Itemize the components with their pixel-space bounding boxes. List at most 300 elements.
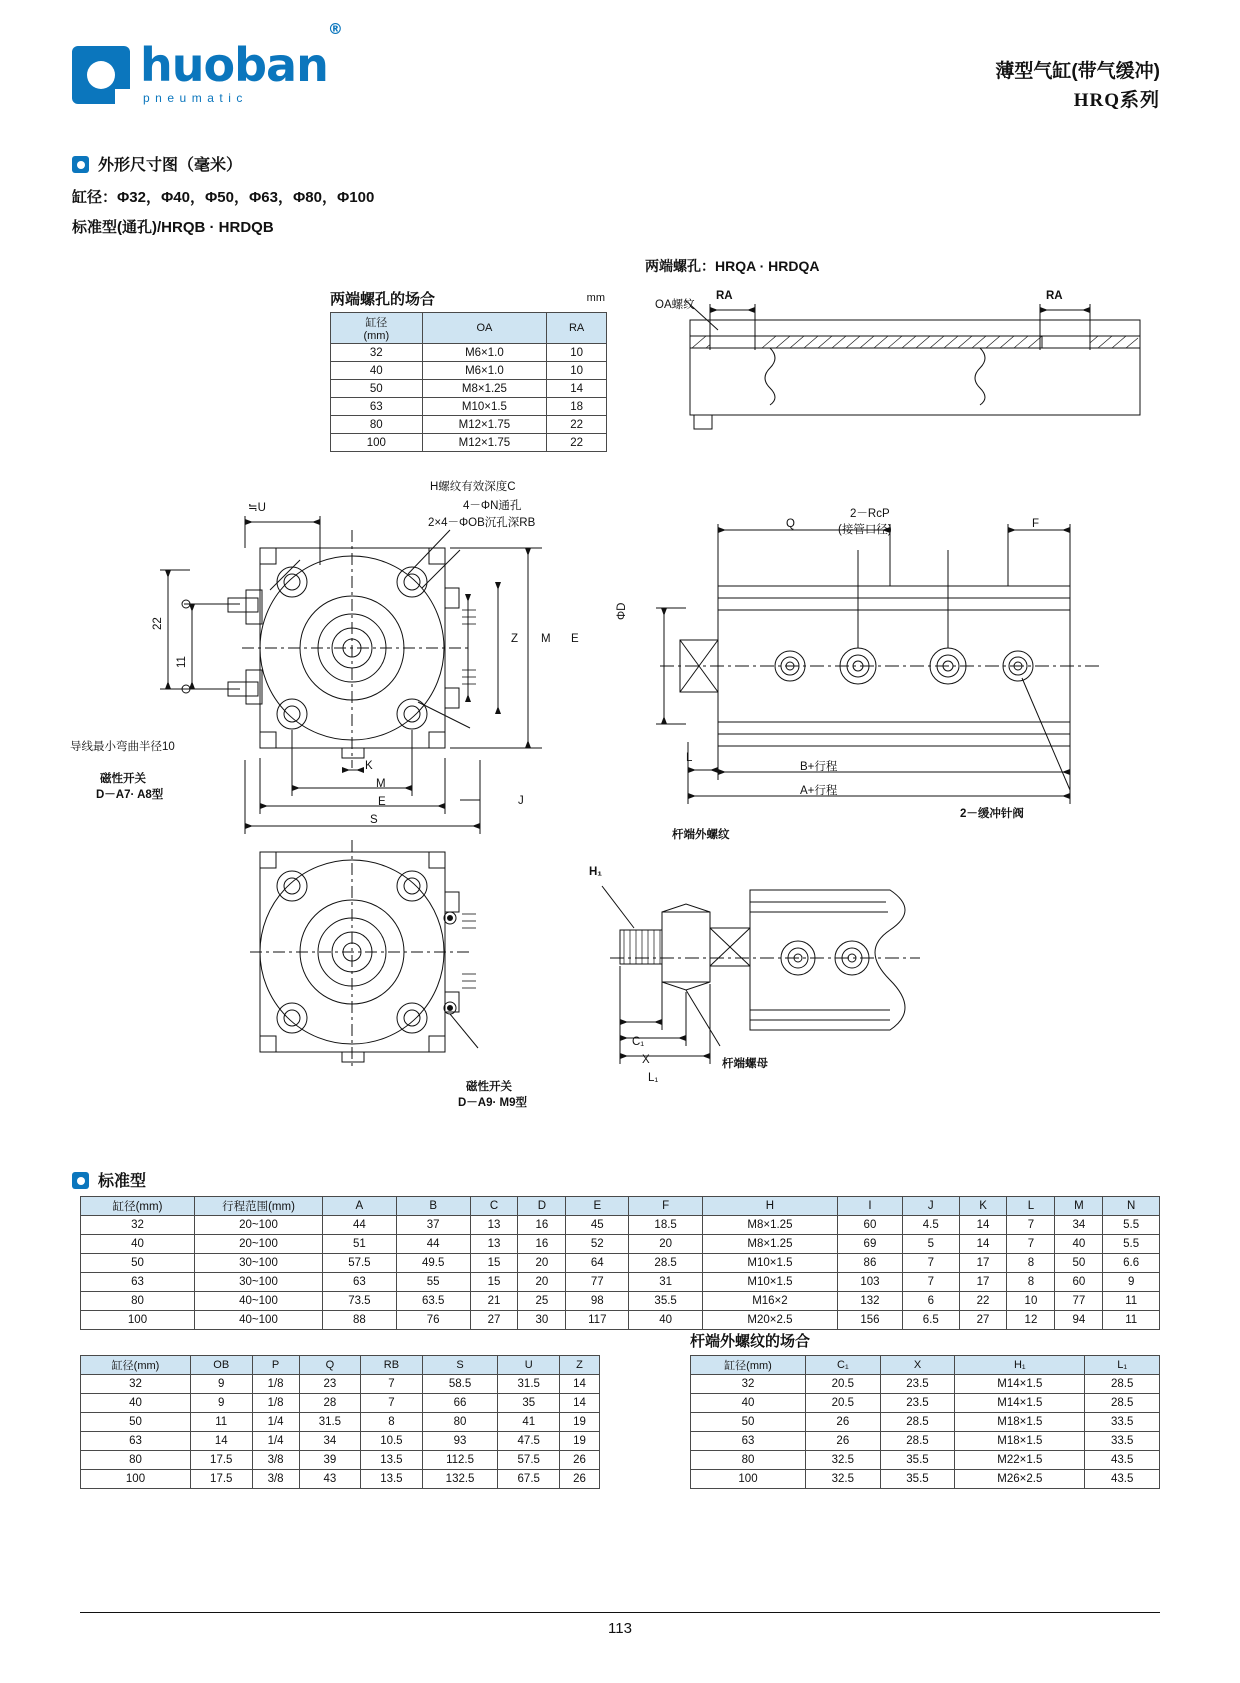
table-cell: M10×1.5 bbox=[703, 1254, 838, 1273]
drawing-end-thread-section bbox=[650, 278, 1160, 478]
table-cell: M8×1.25 bbox=[703, 1235, 838, 1254]
table-cell: M6×1.0 bbox=[422, 344, 547, 362]
table-cell: 13 bbox=[470, 1235, 518, 1254]
table-row bbox=[81, 1254, 1160, 1273]
table-cell: M10×1.5 bbox=[703, 1273, 838, 1292]
col-header-2: C₁ bbox=[806, 1356, 881, 1375]
col-header-2: 行程范围(mm) bbox=[195, 1197, 323, 1216]
table-cell: 5 bbox=[903, 1235, 960, 1254]
table-cell: 6 bbox=[903, 1292, 960, 1311]
second-dimension-table-wrap bbox=[80, 1355, 600, 1489]
section-heading-outline-text: 外形尺寸图（毫米） bbox=[98, 157, 243, 174]
table-cell: 11 bbox=[191, 1413, 253, 1432]
table-cell: 49.5 bbox=[396, 1254, 470, 1273]
table-cell: 112.5 bbox=[422, 1451, 498, 1470]
main-dimension-table-wrap bbox=[80, 1196, 1160, 1330]
footer-divider bbox=[80, 1612, 1160, 1613]
table-row bbox=[691, 1394, 1160, 1413]
col-header-4: B bbox=[396, 1197, 470, 1216]
label-q-dim: Q bbox=[786, 518, 795, 530]
table-cell: 39 bbox=[299, 1451, 361, 1470]
table-row bbox=[331, 398, 607, 416]
table-cell: 20.5 bbox=[806, 1394, 881, 1413]
table-row bbox=[331, 362, 607, 380]
table-cell: 32 bbox=[691, 1375, 806, 1394]
label-m-dim-h: M bbox=[376, 778, 386, 790]
table-cell: 31 bbox=[629, 1273, 703, 1292]
table-cell: 80 bbox=[691, 1451, 806, 1470]
label-s-dim: S bbox=[370, 814, 378, 826]
table-cell: 100 bbox=[691, 1470, 806, 1489]
table-cell: 7 bbox=[1007, 1216, 1055, 1235]
table-cell: 14 bbox=[559, 1375, 599, 1394]
table-row bbox=[81, 1311, 1160, 1330]
table-cell: 98 bbox=[566, 1292, 629, 1311]
table-cell: 31.5 bbox=[498, 1375, 560, 1394]
table-cell: 28.5 bbox=[880, 1432, 955, 1451]
label-m-dim: M bbox=[541, 633, 551, 645]
table-cell: 37 bbox=[396, 1216, 470, 1235]
hrqa-caption: 两端螺孔：HRQA · HRDQA bbox=[645, 258, 820, 274]
table-row bbox=[331, 416, 607, 434]
table-cell: 64 bbox=[566, 1254, 629, 1273]
table-cell: 63 bbox=[331, 398, 423, 416]
oa-table bbox=[330, 312, 607, 452]
page-title bbox=[995, 58, 1160, 115]
table-cell: 30~100 bbox=[195, 1273, 323, 1292]
table-cell: 10 bbox=[547, 362, 607, 380]
label-ra-left: RA bbox=[716, 290, 733, 302]
label-wire-bend-radius: 导线最小弯曲半径10 bbox=[70, 741, 175, 753]
table-cell: 69 bbox=[837, 1235, 902, 1254]
brand-name-text: huoban bbox=[140, 38, 328, 92]
table-cell: 100 bbox=[331, 434, 423, 452]
col-header-13: L bbox=[1007, 1197, 1055, 1216]
brand-logo bbox=[72, 20, 342, 105]
table-cell: 14 bbox=[547, 380, 607, 398]
table-cell: 10.5 bbox=[361, 1432, 423, 1451]
table-cell: 13 bbox=[470, 1216, 518, 1235]
table-cell: 103 bbox=[837, 1273, 902, 1292]
table-cell: 22 bbox=[547, 416, 607, 434]
table-cell: 77 bbox=[1055, 1292, 1103, 1311]
label-h1-dim: H₁ bbox=[589, 866, 603, 878]
table-row bbox=[691, 1451, 1160, 1470]
table-cell: 26 bbox=[559, 1470, 599, 1489]
col-header-4: Q bbox=[299, 1356, 361, 1375]
table-cell: 26 bbox=[806, 1432, 881, 1451]
table-cell: 40 bbox=[81, 1394, 191, 1413]
label-dim-22: 22 bbox=[152, 617, 164, 630]
table-row bbox=[81, 1451, 600, 1470]
brand-tagline: pneumatic bbox=[143, 91, 248, 105]
table-cell: 41 bbox=[498, 1413, 560, 1432]
page-title-line2: HRQ系列 bbox=[1073, 89, 1160, 111]
col-header-5: C bbox=[470, 1197, 518, 1216]
table-cell: 32 bbox=[81, 1216, 195, 1235]
table-cell: M26×2.5 bbox=[955, 1470, 1085, 1489]
col-header-8: F bbox=[629, 1197, 703, 1216]
table-cell: 1/8 bbox=[252, 1394, 299, 1413]
table-cell: 43.5 bbox=[1085, 1451, 1160, 1470]
table-cell: M8×1.25 bbox=[422, 380, 547, 398]
table-cell: 15 bbox=[470, 1254, 518, 1273]
table-cell: 73.5 bbox=[323, 1292, 397, 1311]
table-cell: 28.5 bbox=[880, 1413, 955, 1432]
table-cell: 3/8 bbox=[252, 1470, 299, 1489]
label-oa-thread: OA螺纹 bbox=[655, 299, 695, 311]
col-header-bore-l2: (mm) bbox=[363, 330, 390, 342]
table-cell: 1/8 bbox=[252, 1375, 299, 1394]
table-header-row bbox=[691, 1356, 1160, 1375]
table-cell: 15 bbox=[470, 1273, 518, 1292]
page-title-line1: 薄型气缸(带气缓冲) bbox=[995, 61, 1160, 82]
table-cell: 9 bbox=[191, 1375, 253, 1394]
col-header-6: D bbox=[518, 1197, 566, 1216]
table-cell: 93 bbox=[422, 1432, 498, 1451]
table-cell: 34 bbox=[299, 1432, 361, 1451]
table-cell: 20 bbox=[518, 1254, 566, 1273]
section-heading-outline bbox=[72, 152, 242, 175]
table-cell: 11 bbox=[1103, 1292, 1160, 1311]
table-cell: 10 bbox=[1007, 1292, 1055, 1311]
table-cell: 10 bbox=[547, 344, 607, 362]
col-header-5: RB bbox=[361, 1356, 423, 1375]
bore-list: 缸径：Φ32，Φ40，Φ50，Φ63，Φ80，Φ100 bbox=[72, 189, 375, 206]
table-cell: 67.5 bbox=[498, 1470, 560, 1489]
table-cell: 51 bbox=[323, 1235, 397, 1254]
table-cell: 27 bbox=[959, 1311, 1007, 1330]
table-cell: 21 bbox=[470, 1292, 518, 1311]
table-cell: 17 bbox=[959, 1273, 1007, 1292]
table-cell: M20×2.5 bbox=[703, 1311, 838, 1330]
table-cell: 1/4 bbox=[252, 1432, 299, 1451]
col-header-12: K bbox=[959, 1197, 1007, 1216]
table-cell: 63.5 bbox=[396, 1292, 470, 1311]
table-cell: 13.5 bbox=[361, 1470, 423, 1489]
table-row bbox=[691, 1375, 1160, 1394]
table-row bbox=[81, 1273, 1160, 1292]
table-cell: 77 bbox=[566, 1273, 629, 1292]
bullet-icon-2 bbox=[72, 1172, 89, 1189]
label-mag-switch-1-type: D－A7· A8型 bbox=[96, 789, 164, 801]
table-cell: 132.5 bbox=[422, 1470, 498, 1489]
rod-thread-table-caption: 杆端外螺纹的场合 bbox=[690, 1333, 811, 1350]
page-number: 113 bbox=[608, 1620, 632, 1637]
table-cell: 132 bbox=[837, 1292, 902, 1311]
table-cell: 23.5 bbox=[880, 1375, 955, 1394]
table-cell: 47.5 bbox=[498, 1432, 560, 1451]
label-ob-holes: 2×4－ΦOB沉孔深RB bbox=[428, 517, 536, 529]
section-heading-standard bbox=[72, 1168, 146, 1191]
table-row bbox=[81, 1470, 600, 1489]
table-cell: 76 bbox=[396, 1311, 470, 1330]
table-cell: 40 bbox=[331, 362, 423, 380]
table-cell: 80 bbox=[81, 1451, 191, 1470]
table-cell: 80 bbox=[331, 416, 423, 434]
section-heading-standard-text: 标准型 bbox=[98, 1173, 147, 1190]
table-row bbox=[691, 1470, 1160, 1489]
table-row bbox=[81, 1432, 600, 1451]
table-cell: 86 bbox=[837, 1254, 902, 1273]
model-list: 标准型(通孔)/HRQB · HRDQB bbox=[72, 219, 274, 236]
table-cell: 3/8 bbox=[252, 1451, 299, 1470]
label-n-holes: 4－ΦN通孔 bbox=[463, 500, 522, 512]
col-header-ra: RA bbox=[547, 313, 607, 344]
table-row bbox=[331, 344, 607, 362]
table-cell: 7 bbox=[903, 1254, 960, 1273]
table-cell: 28 bbox=[299, 1394, 361, 1413]
drawing-rod-end-thread bbox=[590, 850, 1150, 1100]
table-cell: M18×1.5 bbox=[955, 1432, 1085, 1451]
table-cell: 13.5 bbox=[361, 1451, 423, 1470]
label-b-stroke: B+行程 bbox=[800, 761, 838, 773]
table-cell: 18.5 bbox=[629, 1216, 703, 1235]
table-cell: M6×1.0 bbox=[422, 362, 547, 380]
table-cell: 25 bbox=[518, 1292, 566, 1311]
table-cell: 35 bbox=[498, 1394, 560, 1413]
table-cell: M10×1.5 bbox=[422, 398, 547, 416]
table-cell: M12×1.75 bbox=[422, 434, 547, 452]
table-cell: 94 bbox=[1055, 1311, 1103, 1330]
table-cell: M16×2 bbox=[703, 1292, 838, 1311]
table-cell: 50 bbox=[1055, 1254, 1103, 1273]
col-header-oa: OA bbox=[422, 313, 547, 344]
table-cell: 19 bbox=[559, 1432, 599, 1451]
col-header-bore-l1: 缸径 bbox=[365, 317, 388, 329]
table-cell: 35.5 bbox=[880, 1451, 955, 1470]
drawing-side-view bbox=[630, 490, 1160, 830]
label-z-dim: Z bbox=[511, 633, 519, 645]
col-header-10: I bbox=[837, 1197, 902, 1216]
table-cell: 23.5 bbox=[880, 1394, 955, 1413]
table-cell: 40 bbox=[1055, 1235, 1103, 1254]
label-mag-switch-2-type: D－A9· M9型 bbox=[458, 1097, 528, 1109]
table-cell: 40 bbox=[691, 1394, 806, 1413]
table-cell: 45 bbox=[566, 1216, 629, 1235]
logo-mark-icon bbox=[72, 46, 130, 104]
table-header-row bbox=[81, 1356, 600, 1375]
col-header-1: 缸径(mm) bbox=[81, 1197, 195, 1216]
table-header-row bbox=[331, 313, 607, 344]
label-u-dim: ≒U bbox=[248, 502, 266, 514]
table-cell: 23 bbox=[299, 1375, 361, 1394]
table-cell: 27 bbox=[470, 1311, 518, 1330]
table-cell: 11 bbox=[1103, 1311, 1160, 1330]
col-header-7: E bbox=[566, 1197, 629, 1216]
table-cell: 55 bbox=[396, 1273, 470, 1292]
label-j-dim: J bbox=[518, 795, 524, 807]
table-cell: 17.5 bbox=[191, 1451, 253, 1470]
table-cell: 7 bbox=[903, 1273, 960, 1292]
col-header-6: S bbox=[422, 1356, 498, 1375]
table-cell: 16 bbox=[518, 1235, 566, 1254]
table-cell: 5.5 bbox=[1103, 1235, 1160, 1254]
table-cell: 14 bbox=[559, 1394, 599, 1413]
label-dim-11: 11 bbox=[176, 656, 188, 668]
col-header-7: U bbox=[498, 1356, 560, 1375]
table-cell: 63 bbox=[81, 1432, 191, 1451]
table-row bbox=[691, 1432, 1160, 1451]
table-row bbox=[81, 1216, 1160, 1235]
table-cell: 100 bbox=[81, 1470, 191, 1489]
label-rod-thread-caption: 杆端外螺纹 bbox=[672, 829, 730, 841]
label-phid-dim: ΦD bbox=[616, 602, 628, 620]
table-cell: 40~100 bbox=[195, 1311, 323, 1330]
label-l-dim: L bbox=[686, 752, 693, 764]
label-k-dim: K bbox=[365, 760, 373, 772]
oa-table-unit: mm bbox=[586, 292, 605, 304]
table-row bbox=[81, 1375, 600, 1394]
page-header bbox=[0, 0, 1240, 130]
table-cell: 30~100 bbox=[195, 1254, 323, 1273]
table-cell: 117 bbox=[566, 1311, 629, 1330]
label-l1-dim: L₁ bbox=[648, 1072, 659, 1084]
table-cell: 40 bbox=[81, 1235, 195, 1254]
table-cell: 88 bbox=[323, 1311, 397, 1330]
label-f-dim: F bbox=[1032, 518, 1040, 530]
table-cell: 26 bbox=[559, 1451, 599, 1470]
label-h-thread-depth: H螺纹有效深度C bbox=[430, 481, 516, 493]
table-cell: 12 bbox=[1007, 1311, 1055, 1330]
table-cell: 6.5 bbox=[903, 1311, 960, 1330]
table-cell: 20.5 bbox=[806, 1375, 881, 1394]
table-cell: 33.5 bbox=[1085, 1432, 1160, 1451]
table-cell: 28.5 bbox=[1085, 1394, 1160, 1413]
table-cell: 63 bbox=[323, 1273, 397, 1292]
table-row bbox=[331, 380, 607, 398]
table-cell: M8×1.25 bbox=[703, 1216, 838, 1235]
table-cell: 57.5 bbox=[323, 1254, 397, 1273]
table-cell: 32.5 bbox=[806, 1470, 881, 1489]
col-header-4: H₁ bbox=[955, 1356, 1085, 1375]
table-cell: 44 bbox=[396, 1235, 470, 1254]
table-cell: 43.5 bbox=[1085, 1470, 1160, 1489]
table-cell: 28.5 bbox=[629, 1254, 703, 1273]
table-row bbox=[81, 1292, 1160, 1311]
main-dimension-table bbox=[80, 1196, 1160, 1330]
label-rcp: 2－RcP bbox=[850, 508, 890, 520]
col-header-1: 缸径(mm) bbox=[81, 1356, 191, 1375]
table-cell: 20~100 bbox=[195, 1216, 323, 1235]
table-cell: 5.5 bbox=[1103, 1216, 1160, 1235]
label-rod-nut: 杆端螺母 bbox=[722, 1058, 768, 1070]
col-header-15: N bbox=[1103, 1197, 1160, 1216]
table-cell: 31.5 bbox=[299, 1413, 361, 1432]
table-cell: 19 bbox=[559, 1413, 599, 1432]
table-cell: 22 bbox=[547, 434, 607, 452]
table-cell: 14 bbox=[191, 1432, 253, 1451]
table-cell: 16 bbox=[518, 1216, 566, 1235]
table-cell: 156 bbox=[837, 1311, 902, 1330]
table-cell: 14 bbox=[959, 1235, 1007, 1254]
col-header-1: 缸径(mm) bbox=[691, 1356, 806, 1375]
label-c1-dim: C₁ bbox=[632, 1036, 645, 1048]
table-cell: 50 bbox=[81, 1254, 195, 1273]
table-cell: 8 bbox=[361, 1413, 423, 1432]
table-cell: 9 bbox=[191, 1394, 253, 1413]
col-header-bore bbox=[331, 313, 423, 344]
brand-name bbox=[140, 20, 342, 92]
col-header-14: M bbox=[1055, 1197, 1103, 1216]
table-cell: 57.5 bbox=[498, 1451, 560, 1470]
table-cell: 63 bbox=[81, 1273, 195, 1292]
table-cell: 44 bbox=[323, 1216, 397, 1235]
table-cell: 7 bbox=[361, 1375, 423, 1394]
rod-thread-table bbox=[690, 1355, 1160, 1489]
table-cell: 60 bbox=[837, 1216, 902, 1235]
table-cell: 1/4 bbox=[252, 1413, 299, 1432]
label-cushion-valve: 2－缓冲针阀 bbox=[960, 808, 1024, 820]
table-cell: 43 bbox=[299, 1470, 361, 1489]
col-header-9: H bbox=[703, 1197, 838, 1216]
table-row bbox=[81, 1235, 1160, 1254]
table-header-row bbox=[81, 1197, 1160, 1216]
col-header-3: A bbox=[323, 1197, 397, 1216]
table-cell: 26 bbox=[806, 1413, 881, 1432]
table-cell: 35.5 bbox=[880, 1470, 955, 1489]
table-cell: 63 bbox=[691, 1432, 806, 1451]
table-cell: 40 bbox=[629, 1311, 703, 1330]
table-cell: 8 bbox=[1007, 1273, 1055, 1292]
table-cell: M14×1.5 bbox=[955, 1375, 1085, 1394]
registered-trademark-icon: ® bbox=[327, 20, 342, 38]
col-header-8: Z bbox=[559, 1356, 599, 1375]
table-cell: 50 bbox=[691, 1413, 806, 1432]
table-cell: 8 bbox=[1007, 1254, 1055, 1273]
table-cell: 33.5 bbox=[1085, 1413, 1160, 1432]
label-e-dim-v: E bbox=[571, 633, 579, 645]
table-cell: 17.5 bbox=[191, 1470, 253, 1489]
table-cell: 6.6 bbox=[1103, 1254, 1160, 1273]
table-cell: 7 bbox=[361, 1394, 423, 1413]
rod-thread-table-wrap bbox=[690, 1355, 1160, 1489]
col-header-11: J bbox=[903, 1197, 960, 1216]
col-header-3: X bbox=[880, 1356, 955, 1375]
col-header-5: L₁ bbox=[1085, 1356, 1160, 1375]
table-cell: 58.5 bbox=[422, 1375, 498, 1394]
table-cell: 80 bbox=[81, 1292, 195, 1311]
table-cell: 32 bbox=[331, 344, 423, 362]
table-cell: 30 bbox=[518, 1311, 566, 1330]
oa-table-block bbox=[330, 288, 607, 452]
table-cell: 7 bbox=[1007, 1235, 1055, 1254]
table-cell: 22 bbox=[959, 1292, 1007, 1311]
table-cell: 100 bbox=[81, 1311, 195, 1330]
label-rcp-sub: (接管口径) bbox=[838, 524, 892, 536]
second-dimension-table bbox=[80, 1355, 600, 1489]
table-cell: 52 bbox=[566, 1235, 629, 1254]
table-cell: 4.5 bbox=[903, 1216, 960, 1235]
label-x-dim: X bbox=[642, 1054, 650, 1066]
table-cell: 14 bbox=[959, 1216, 1007, 1235]
table-row bbox=[331, 434, 607, 452]
label-mag-switch-1: 磁性开关 bbox=[100, 773, 146, 785]
table-cell: 20 bbox=[518, 1273, 566, 1292]
oa-table-caption-text: 两端螺孔的场合 bbox=[330, 291, 436, 308]
table-cell: 20 bbox=[629, 1235, 703, 1254]
table-cell: 66 bbox=[422, 1394, 498, 1413]
label-a-stroke: A+行程 bbox=[800, 785, 838, 797]
bullet-icon bbox=[72, 156, 89, 173]
label-e-dim-h: E bbox=[378, 796, 386, 808]
drawing-front-view-a9 bbox=[250, 840, 510, 1080]
table-cell: 80 bbox=[422, 1413, 498, 1432]
col-header-2: OB bbox=[191, 1356, 253, 1375]
table-cell: 35.5 bbox=[629, 1292, 703, 1311]
table-cell: 32.5 bbox=[806, 1451, 881, 1470]
table-cell: 9 bbox=[1103, 1273, 1160, 1292]
